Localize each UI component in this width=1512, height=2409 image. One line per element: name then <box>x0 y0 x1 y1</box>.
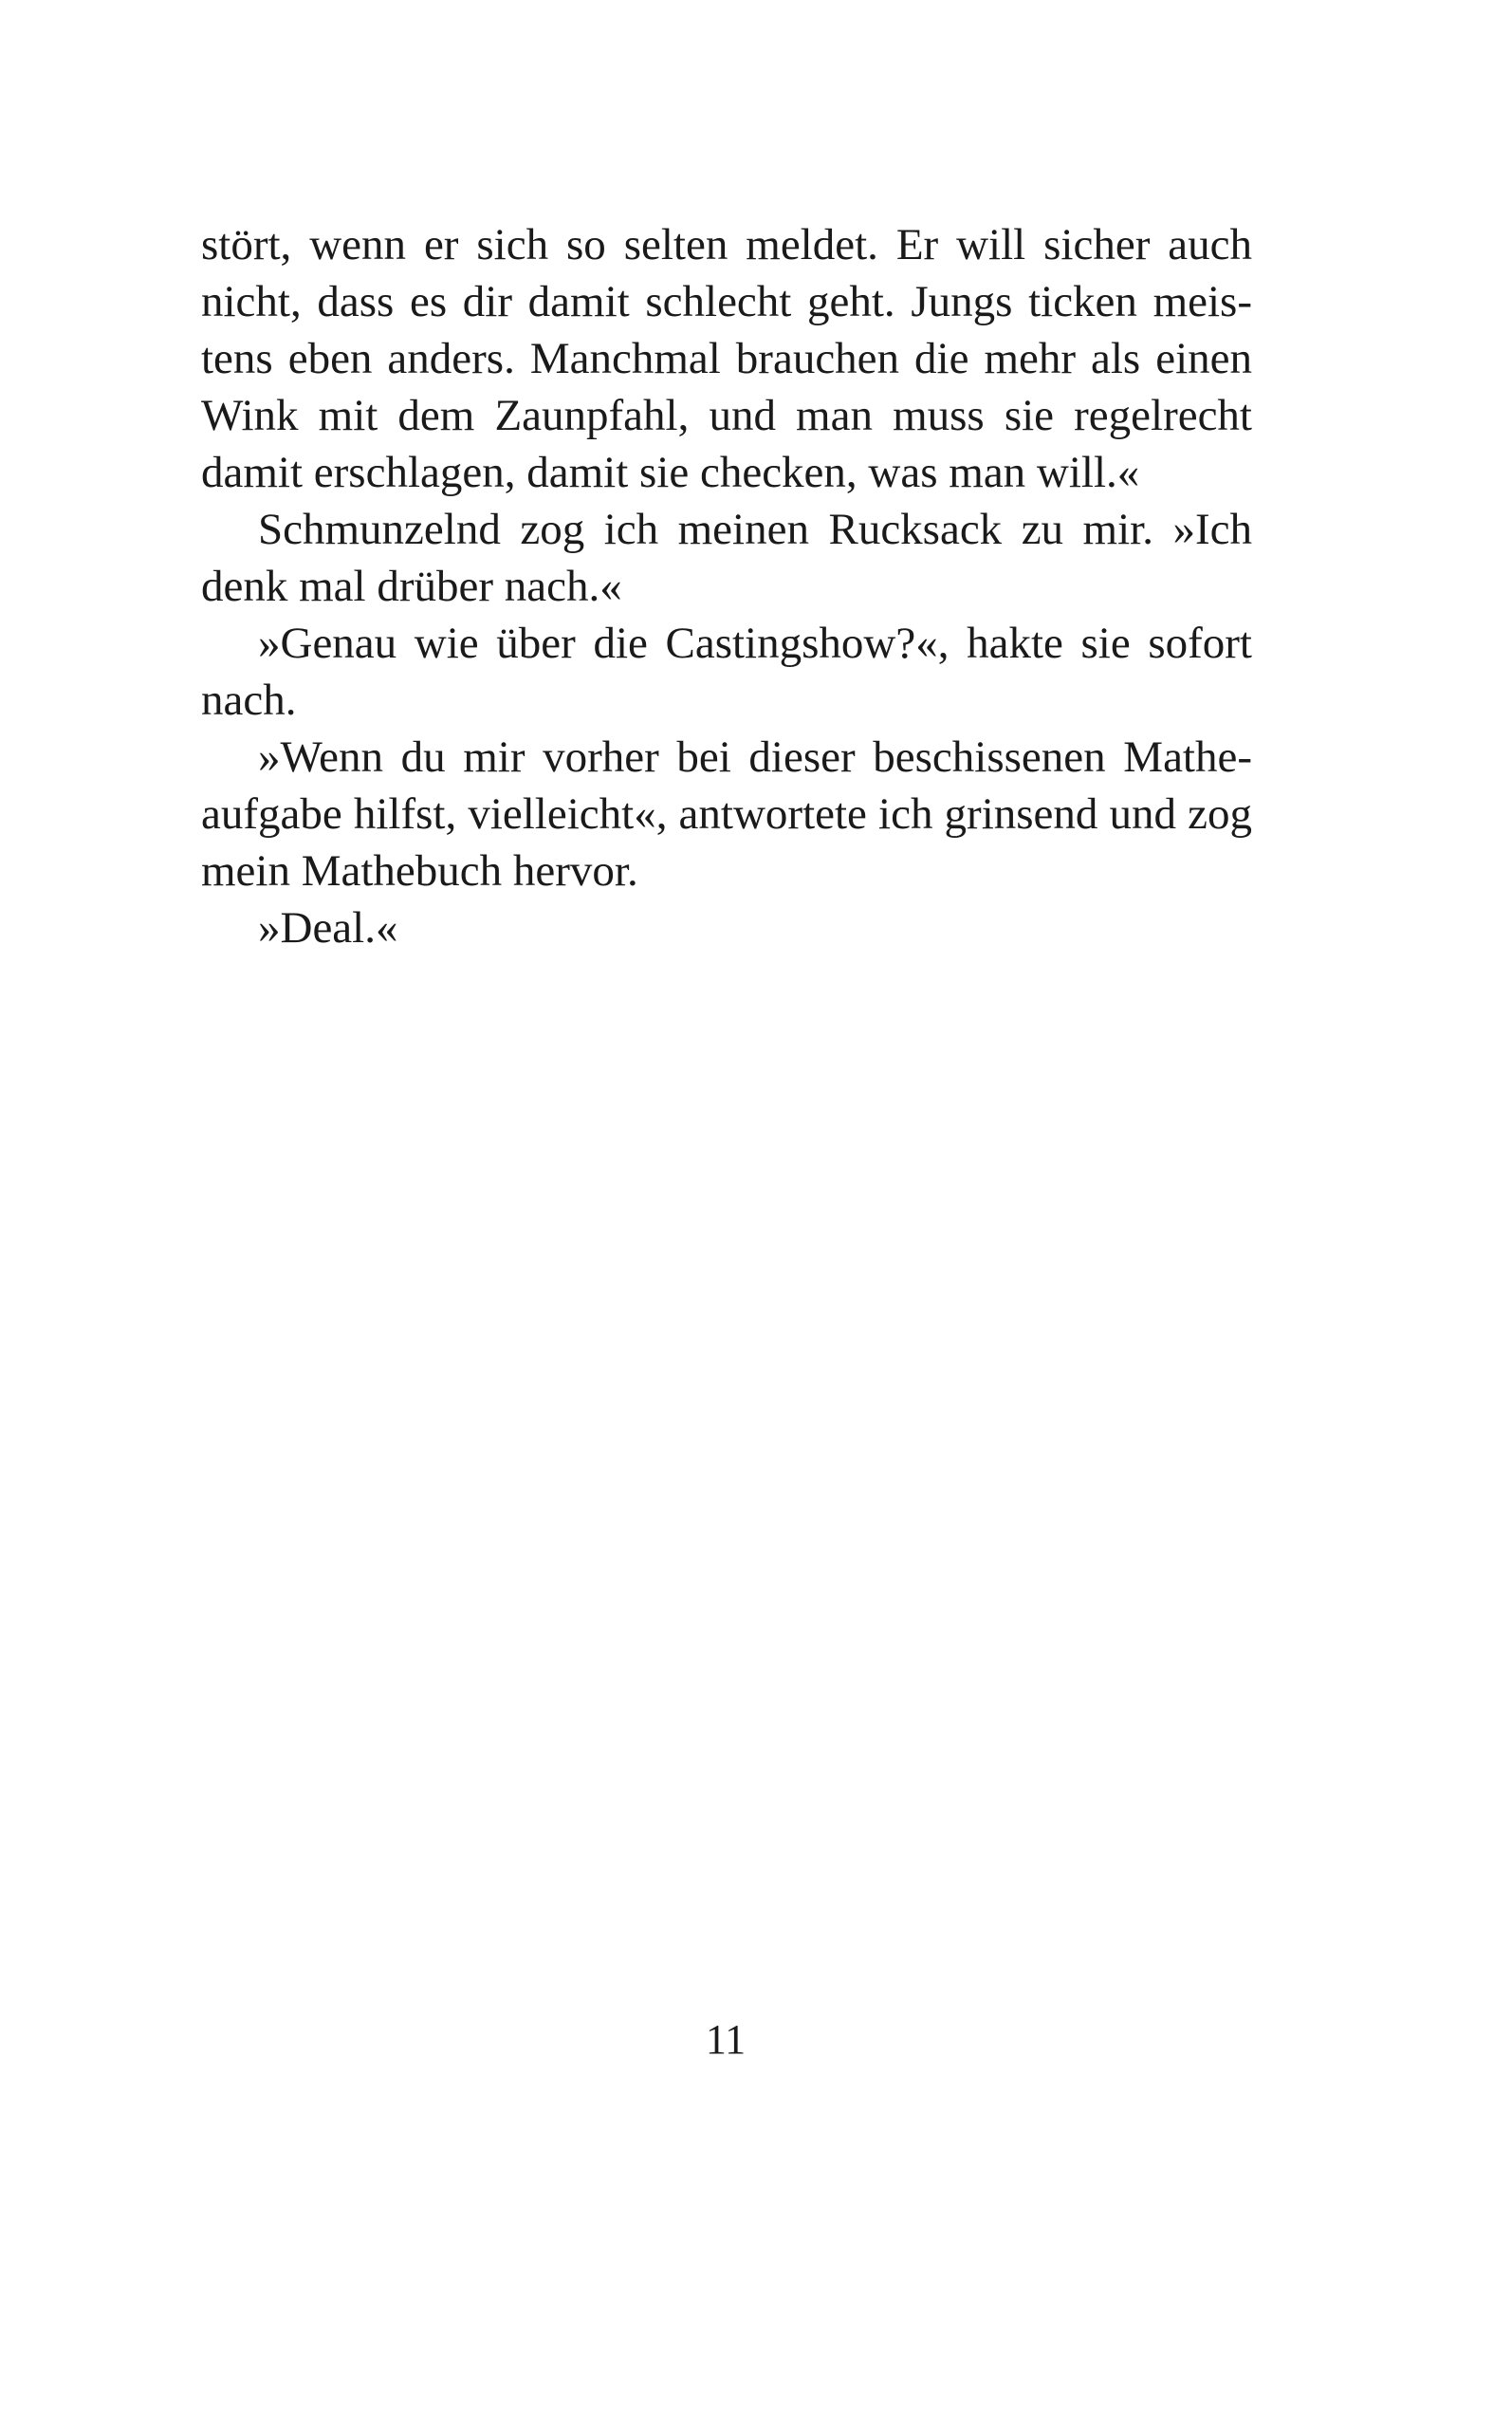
text-line: nicht, dass es dir damit schlecht geht. Jungs ticken meis- <box>201 277 1252 326</box>
text-line: »Deal.« <box>258 903 398 953</box>
text-line: tens eben anders. Manchmal brauchen die mehr als einen <box>201 334 1252 383</box>
text-line: »Wenn du mir vorher bei dieser beschissenen Mathe- <box>258 732 1252 782</box>
text-line: Schmunzelnd zog ich meinen Rucksack zu mir. »Ich <box>258 505 1252 554</box>
body-text <box>201 216 1252 956</box>
text-line: Wink mit dem Zaunpfahl, und man muss sie regelrecht <box>201 391 1252 440</box>
text-line: damit erschlagen, damit sie checken, was man will.« <box>201 448 1140 497</box>
text-line: »Genau wie über die Castingshow?«, hakte sie sofort <box>258 619 1252 668</box>
text-line: nach. <box>201 676 297 725</box>
text-line: denk mal drüber nach.« <box>201 562 622 611</box>
text-line: aufgabe hilfst, vielleicht«, antwortete ich grinsend und zog <box>201 789 1252 839</box>
page-number: 11 <box>705 2016 747 2063</box>
text-line: stört, wenn er sich so selten meldet. Er will sicher auch <box>201 220 1252 269</box>
text-line: mein Mathebuch hervor. <box>201 846 638 896</box>
